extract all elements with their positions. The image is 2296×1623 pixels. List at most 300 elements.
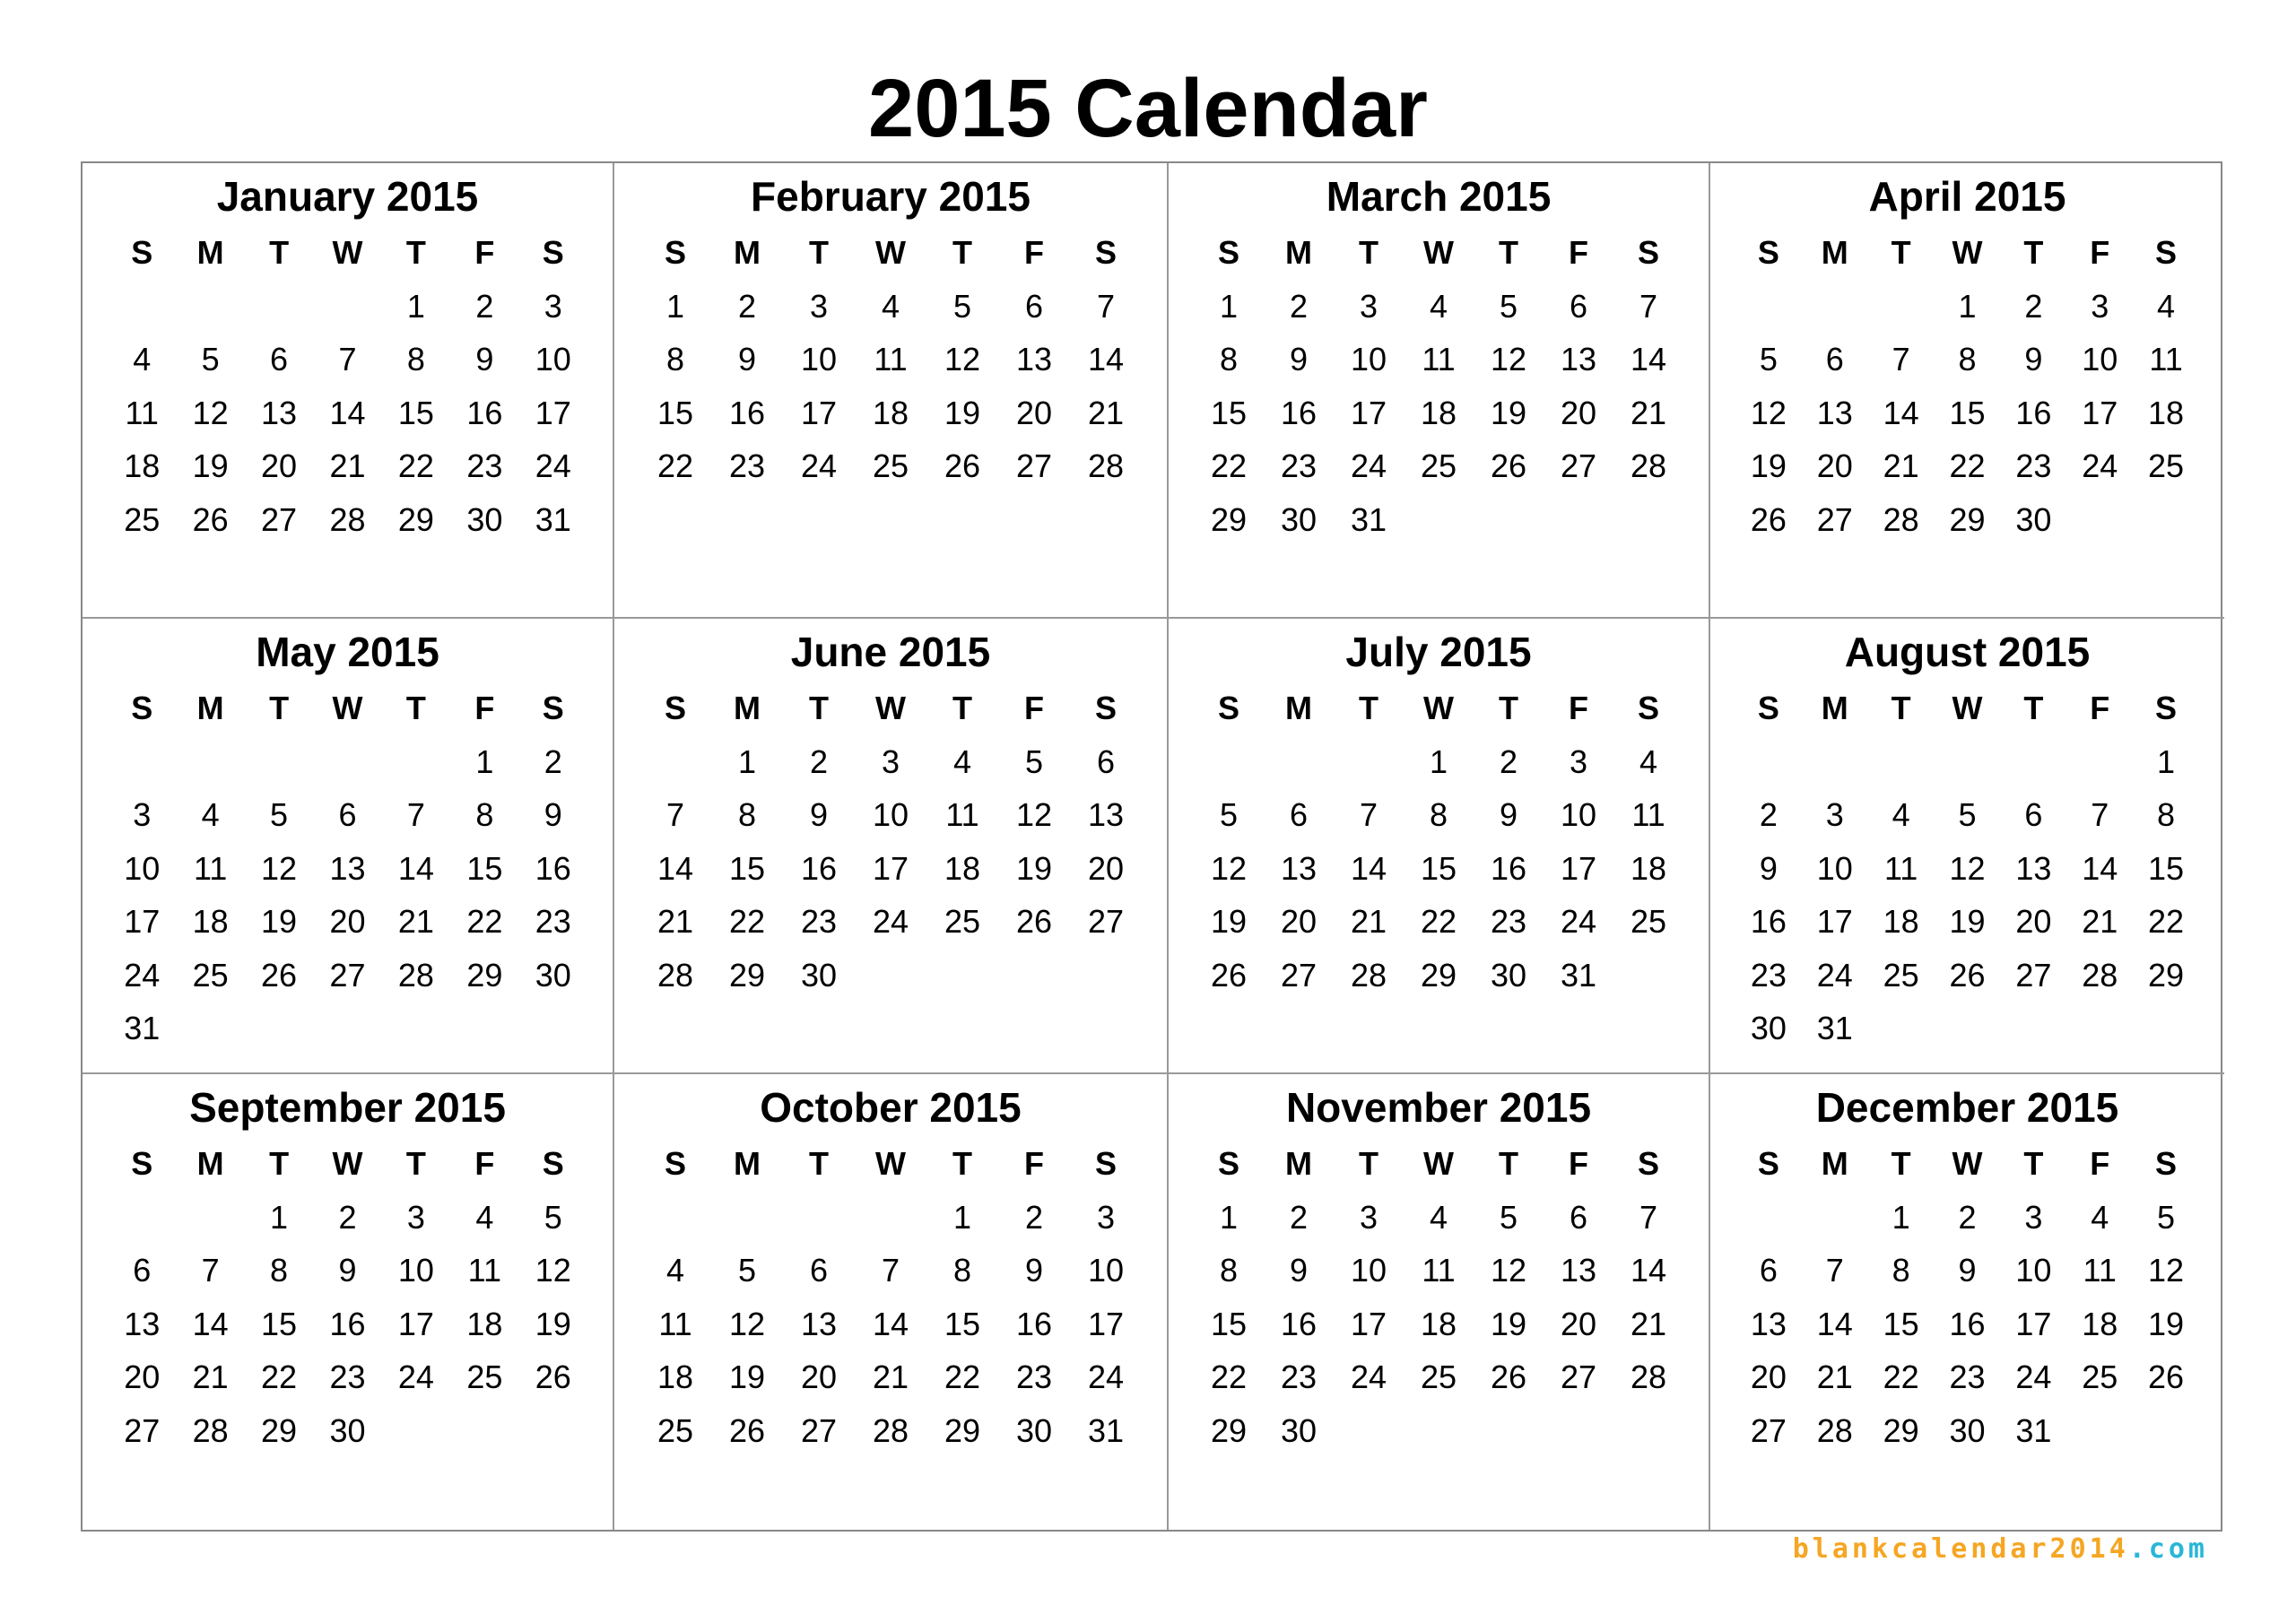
- empty-cell: [176, 280, 244, 334]
- day-cell: 24: [124, 956, 161, 994]
- day-cell: 6: [1569, 287, 1588, 325]
- weekday-header: S: [1637, 1145, 1659, 1182]
- day-cell: 22: [261, 1358, 298, 1395]
- empty-cell: [1735, 735, 1802, 789]
- weekday-header: F: [2090, 1145, 2110, 1182]
- day-cell: 5: [1499, 287, 1518, 325]
- day-cell: 6: [1825, 341, 1844, 378]
- day-cell: 4: [1429, 1198, 1448, 1236]
- day-cell: 17: [1087, 1305, 1125, 1342]
- weekday-header: M: [196, 234, 224, 271]
- day-grid: [1735, 681, 2199, 1055]
- day-cell: 25: [2148, 447, 2185, 484]
- day-cell: 15: [397, 394, 434, 431]
- empty-cell: [2000, 735, 2066, 789]
- day-cell: 9: [1024, 1252, 1044, 1289]
- day-cell: 28: [329, 500, 366, 538]
- day-cell: 29: [1210, 500, 1248, 538]
- day-cell: 11: [945, 796, 979, 833]
- day-cell: 10: [872, 796, 909, 833]
- month-panel: [614, 163, 1169, 619]
- day-cell: 27: [329, 956, 366, 994]
- day-cell: 6: [2024, 796, 2043, 833]
- day-cell: 14: [1630, 341, 1667, 378]
- day-cell: 28: [1350, 956, 1387, 994]
- day-cell: 31: [2015, 1411, 2052, 1449]
- day-cell: 26: [944, 447, 981, 484]
- day-cell: 22: [728, 903, 766, 940]
- day-cell: 13: [800, 1305, 838, 1342]
- weekday-header: W: [332, 690, 363, 726]
- day-cell: 13: [1015, 341, 1053, 378]
- empty-cell: [711, 1191, 783, 1245]
- day-cell: 22: [1949, 447, 1986, 484]
- weekday-header: W: [875, 234, 906, 271]
- day-cell: 16: [466, 394, 503, 431]
- weekday-header: S: [1637, 234, 1659, 271]
- weekday-header: T: [952, 690, 972, 726]
- day-cell: 9: [737, 341, 757, 378]
- day-cell: 2: [2024, 287, 2043, 325]
- weekday-header: W: [332, 1145, 363, 1182]
- weekday-header: M: [1285, 690, 1312, 726]
- day-cell: 22: [944, 1358, 981, 1395]
- day-cell: 11: [658, 1305, 692, 1342]
- day-grid: [1735, 226, 2199, 546]
- weekday-header: F: [474, 1145, 495, 1182]
- weekday-header: S: [1757, 234, 1779, 271]
- weekday-header: M: [1285, 1145, 1312, 1182]
- day-cell: 17: [124, 903, 161, 940]
- day-cell: 11: [125, 394, 159, 431]
- weekday-header: F: [474, 690, 495, 726]
- day-cell: 12: [1490, 1252, 1527, 1289]
- day-cell: 6: [1289, 796, 1309, 833]
- day-cell: 4: [665, 1252, 685, 1289]
- day-cell: 19: [192, 447, 229, 484]
- day-cell: 1: [270, 1198, 289, 1236]
- day-cell: 11: [193, 849, 228, 887]
- day-cell: 24: [2015, 1358, 2052, 1395]
- day-cell: 11: [874, 341, 908, 378]
- day-cell: 7: [2091, 796, 2109, 833]
- day-cell: 8: [1219, 1252, 1239, 1289]
- day-cell: 9: [338, 1252, 357, 1289]
- day-cell: 24: [2082, 447, 2118, 484]
- day-cell: 24: [1816, 956, 1853, 994]
- month-title: September 2015: [189, 1084, 506, 1131]
- day-cell: 7: [1359, 796, 1378, 833]
- day-cell: 10: [2015, 1252, 2052, 1289]
- day-cell: 9: [809, 796, 829, 833]
- day-cell: 26: [1949, 956, 1986, 994]
- empty-cell: [1194, 735, 1264, 789]
- weekday-header: W: [1952, 1145, 1983, 1182]
- day-cell: 15: [657, 394, 694, 431]
- day-cell: 10: [124, 849, 161, 887]
- month-panel: [83, 1074, 614, 1530]
- day-cell: 13: [1280, 849, 1318, 887]
- day-cell: 28: [2082, 956, 2118, 994]
- day-cell: 1: [1892, 1198, 1910, 1236]
- weekday-header: W: [332, 234, 363, 271]
- day-cell: 7: [665, 796, 685, 833]
- day-cell: 5: [2157, 1198, 2176, 1236]
- day-cell: 25: [2082, 1358, 2118, 1395]
- day-cell: 30: [800, 956, 838, 994]
- day-cell: 11: [2149, 341, 2183, 378]
- day-cell: 11: [2083, 1252, 2117, 1289]
- weekday-header: T: [1359, 1145, 1378, 1182]
- day-cell: 18: [1883, 903, 1919, 940]
- day-cell: 9: [544, 796, 562, 833]
- month-panel: [1710, 619, 2224, 1074]
- day-cell: 15: [261, 1305, 298, 1342]
- day-cell: 4: [2091, 1198, 2109, 1236]
- month-panel: [1710, 163, 2224, 619]
- weekday-header: S: [1217, 690, 1239, 726]
- day-cell: 8: [952, 1252, 972, 1289]
- weekday-header: T: [952, 234, 972, 271]
- empty-cell: [1935, 735, 2001, 789]
- day-cell: 13: [2015, 849, 2052, 887]
- day-cell: 8: [665, 341, 685, 378]
- day-cell: 18: [2148, 394, 2185, 431]
- day-cell: 2: [1759, 796, 1778, 833]
- day-cell: 22: [2148, 903, 2185, 940]
- day-cell: 10: [2082, 341, 2118, 378]
- day-cell: 7: [1639, 1198, 1658, 1236]
- weekday-header: T: [809, 234, 829, 271]
- day-cell: 28: [872, 1411, 909, 1449]
- day-cell: 6: [1096, 742, 1116, 780]
- empty-cell: [1802, 1191, 1868, 1245]
- day-cell: 9: [1958, 1252, 1977, 1289]
- month-title: August 2015: [1844, 629, 2091, 675]
- day-cell: 10: [397, 1252, 434, 1289]
- day-cell: 23: [466, 447, 503, 484]
- day-cell: 10: [1560, 796, 1597, 833]
- day-cell: 6: [1759, 1252, 1778, 1289]
- day-cell: 17: [397, 1305, 434, 1342]
- day-cell: 25: [124, 500, 161, 538]
- day-cell: 23: [800, 903, 838, 940]
- weekday-header: M: [734, 1145, 761, 1182]
- day-cell: 14: [657, 849, 694, 887]
- day-cell: 21: [329, 447, 366, 484]
- weekday-header: T: [1891, 1145, 1911, 1182]
- day-cell: 16: [1280, 394, 1318, 431]
- day-cell: 28: [397, 956, 434, 994]
- empty-cell: [2066, 735, 2133, 789]
- day-cell: 16: [800, 849, 838, 887]
- day-cell: 2: [544, 742, 562, 780]
- weekday-header: S: [664, 1145, 686, 1182]
- day-cell: 8: [475, 796, 494, 833]
- day-cell: 23: [728, 447, 766, 484]
- day-cell: 3: [1825, 796, 1844, 833]
- page-title: 2015 Calendar: [868, 63, 1428, 154]
- month-title: May 2015: [256, 629, 439, 675]
- day-cell: 17: [2082, 394, 2118, 431]
- weekday-header: M: [1821, 1145, 1848, 1182]
- day-cell: 15: [1883, 1305, 1919, 1342]
- day-cell: 22: [397, 447, 434, 484]
- weekday-header: M: [196, 690, 224, 726]
- weekday-header: F: [1024, 1145, 1044, 1182]
- day-cell: 8: [406, 341, 425, 378]
- day-cell: 6: [1024, 287, 1044, 325]
- day-cell: 21: [192, 1358, 229, 1395]
- weekday-header: S: [1637, 690, 1659, 726]
- weekday-header: S: [1217, 1145, 1239, 1182]
- day-cell: 5: [952, 287, 972, 325]
- weekday-header: F: [2090, 234, 2110, 271]
- weekday-header: S: [542, 1145, 564, 1182]
- weekday-header: T: [2023, 690, 2044, 726]
- day-cell: 15: [944, 1305, 981, 1342]
- weekday-header: M: [1821, 234, 1848, 271]
- day-grid: [1735, 1137, 2199, 1457]
- day-cell: 28: [1087, 447, 1125, 484]
- weekday-header: T: [1499, 690, 1518, 726]
- empty-cell: [1735, 280, 1802, 334]
- empty-cell: [245, 280, 313, 334]
- day-cell: 16: [1750, 903, 1787, 940]
- empty-cell: [1802, 735, 1868, 789]
- day-cell: 30: [1015, 1411, 1053, 1449]
- empty-cell: [783, 1191, 855, 1245]
- empty-cell: [1802, 280, 1868, 334]
- empty-cell: [108, 735, 176, 789]
- day-cell: 3: [2091, 287, 2109, 325]
- day-cell: 4: [881, 287, 900, 325]
- day-cell: 5: [737, 1252, 757, 1289]
- weekday-header: S: [542, 690, 564, 726]
- empty-cell: [245, 735, 313, 789]
- empty-cell: [176, 1191, 244, 1245]
- weekday-header: S: [1094, 690, 1117, 726]
- day-cell: 27: [1560, 1358, 1597, 1395]
- day-cell: 3: [1569, 742, 1588, 780]
- day-cell: 12: [2148, 1252, 2185, 1289]
- day-cell: 12: [1015, 796, 1053, 833]
- day-cell: 2: [338, 1198, 357, 1236]
- day-cell: 21: [1630, 1305, 1667, 1342]
- weekday-header: F: [1569, 1145, 1588, 1182]
- day-cell: 25: [1630, 903, 1667, 940]
- day-cell: 7: [1639, 287, 1658, 325]
- weekday-header: W: [1952, 690, 1983, 726]
- day-cell: 10: [1087, 1252, 1125, 1289]
- day-cell: 17: [1560, 849, 1597, 887]
- day-cell: 5: [1024, 742, 1044, 780]
- day-cell: 16: [1280, 1305, 1318, 1342]
- day-grid: [1194, 226, 1683, 546]
- day-cell: 8: [1958, 341, 1977, 378]
- day-cell: 18: [124, 447, 161, 484]
- month-title: October 2015: [760, 1084, 1022, 1131]
- weekday-header: M: [196, 1145, 224, 1182]
- day-cell: 13: [261, 394, 298, 431]
- day-cell: 8: [2157, 796, 2176, 833]
- day-cell: 24: [872, 903, 909, 940]
- day-cell: 25: [192, 956, 229, 994]
- day-cell: 5: [201, 341, 220, 378]
- day-grid: [1194, 1137, 1683, 1457]
- day-cell: 12: [1210, 849, 1248, 887]
- day-cell: 14: [1630, 1252, 1667, 1289]
- day-cell: 15: [1420, 849, 1457, 887]
- day-cell: 26: [1490, 1358, 1527, 1395]
- day-cell: 2: [1024, 1198, 1044, 1236]
- day-cell: 14: [1087, 341, 1125, 378]
- day-cell: 5: [1958, 796, 1977, 833]
- empty-cell: [382, 735, 450, 789]
- weekday-header: S: [1094, 1145, 1117, 1182]
- day-cell: 30: [466, 500, 503, 538]
- day-cell: 23: [1280, 447, 1318, 484]
- day-cell: 19: [1490, 1305, 1527, 1342]
- day-cell: 7: [338, 341, 357, 378]
- day-cell: 31: [1560, 956, 1597, 994]
- day-cell: 10: [1350, 341, 1387, 378]
- day-cell: 24: [1350, 447, 1387, 484]
- day-cell: 25: [466, 1358, 503, 1395]
- day-cell: 18: [1630, 849, 1667, 887]
- day-cell: 9: [1499, 796, 1518, 833]
- day-cell: 14: [1816, 1305, 1853, 1342]
- day-cell: 15: [466, 849, 503, 887]
- day-cell: 17: [2015, 1305, 2052, 1342]
- day-cell: 20: [1816, 447, 1853, 484]
- day-cell: 11: [467, 1252, 502, 1289]
- weekday-header: S: [131, 1145, 153, 1182]
- day-cell: 22: [1883, 1358, 1919, 1395]
- day-cell: 23: [535, 903, 571, 940]
- day-cell: 25: [1420, 1358, 1457, 1395]
- day-cell: 18: [944, 849, 981, 887]
- month-title: April 2015: [1868, 173, 2066, 220]
- day-cell: 9: [1289, 1252, 1309, 1289]
- day-cell: 8: [270, 1252, 289, 1289]
- month-title: June 2015: [790, 629, 991, 675]
- day-cell: 7: [201, 1252, 220, 1289]
- day-cell: 17: [872, 849, 909, 887]
- month-panel: [1710, 1074, 2224, 1530]
- day-cell: 26: [2148, 1358, 2185, 1395]
- weekday-header: T: [952, 1145, 972, 1182]
- month-title: July 2015: [1345, 629, 1532, 675]
- day-cell: 27: [800, 1411, 838, 1449]
- day-cell: 11: [1422, 341, 1456, 378]
- weekday-header: S: [1757, 690, 1779, 726]
- weekday-header: F: [2090, 690, 2110, 726]
- day-grid: [1194, 681, 1683, 1002]
- month-panel: [1169, 619, 1710, 1074]
- day-cell: 3: [809, 287, 829, 325]
- month-panel: [1169, 1074, 1710, 1530]
- day-cell: 27: [1560, 447, 1597, 484]
- day-cell: 4: [2157, 287, 2176, 325]
- day-cell: 12: [535, 1252, 571, 1289]
- day-cell: 16: [1949, 1305, 1986, 1342]
- day-cell: 28: [1816, 1411, 1853, 1449]
- day-cell: 1: [1219, 287, 1239, 325]
- day-cell: 17: [1350, 1305, 1387, 1342]
- day-cell: 6: [338, 796, 357, 833]
- day-cell: 21: [657, 903, 694, 940]
- empty-cell: [1334, 735, 1404, 789]
- weekday-header: S: [542, 234, 564, 271]
- day-cell: 7: [1892, 341, 1910, 378]
- weekday-header: W: [1423, 1145, 1454, 1182]
- day-cell: 19: [2148, 1305, 2185, 1342]
- day-cell: 29: [2148, 956, 2185, 994]
- day-cell: 17: [1350, 394, 1387, 431]
- day-cell: 14: [192, 1305, 229, 1342]
- day-cell: 20: [1750, 1358, 1787, 1395]
- day-cell: 27: [124, 1411, 161, 1449]
- day-cell: 25: [944, 903, 981, 940]
- weekday-header: M: [1821, 690, 1848, 726]
- weekday-header: S: [2155, 234, 2178, 271]
- day-cell: 4: [952, 742, 972, 780]
- day-cell: 15: [1210, 394, 1248, 431]
- day-cell: 20: [1087, 849, 1125, 887]
- day-cell: 30: [1280, 1411, 1318, 1449]
- day-cell: 27: [1816, 500, 1853, 538]
- weekday-header: T: [2023, 234, 2044, 271]
- empty-cell: [1735, 1191, 1802, 1245]
- day-cell: 28: [1883, 500, 1919, 538]
- month-title: December 2015: [1815, 1084, 2119, 1131]
- day-cell: 3: [1359, 1198, 1378, 1236]
- day-cell: 15: [1949, 394, 1986, 431]
- weekday-header: T: [405, 234, 426, 271]
- day-cell: 5: [1219, 796, 1239, 833]
- day-cell: 14: [1350, 849, 1387, 887]
- weekday-header: T: [269, 690, 290, 726]
- day-cell: 28: [192, 1411, 229, 1449]
- day-cell: 10: [1350, 1252, 1387, 1289]
- day-cell: 7: [406, 796, 425, 833]
- day-cell: 30: [329, 1411, 366, 1449]
- day-cell: 21: [1350, 903, 1387, 940]
- day-cell: 24: [1350, 1358, 1387, 1395]
- weekday-header: S: [131, 234, 153, 271]
- day-cell: 16: [1015, 1305, 1053, 1342]
- weekday-header: S: [664, 690, 686, 726]
- day-cell: 21: [872, 1358, 909, 1395]
- day-cell: 18: [1420, 394, 1457, 431]
- day-cell: 2: [1289, 287, 1309, 325]
- day-cell: 20: [124, 1358, 161, 1395]
- day-cell: 12: [192, 394, 229, 431]
- day-cell: 10: [1816, 849, 1853, 887]
- day-cell: 23: [1750, 956, 1787, 994]
- day-cell: 20: [1560, 1305, 1597, 1342]
- weekday-header: S: [1217, 234, 1239, 271]
- empty-cell: [855, 1191, 926, 1245]
- day-cell: 6: [1569, 1198, 1588, 1236]
- watermark-part: blankcalendar2014: [1792, 1533, 2129, 1565]
- weekday-header: W: [875, 690, 906, 726]
- empty-cell: [639, 1191, 711, 1245]
- day-grid: [639, 226, 1142, 493]
- day-cell: 6: [133, 1252, 152, 1289]
- day-cell: 4: [475, 1198, 494, 1236]
